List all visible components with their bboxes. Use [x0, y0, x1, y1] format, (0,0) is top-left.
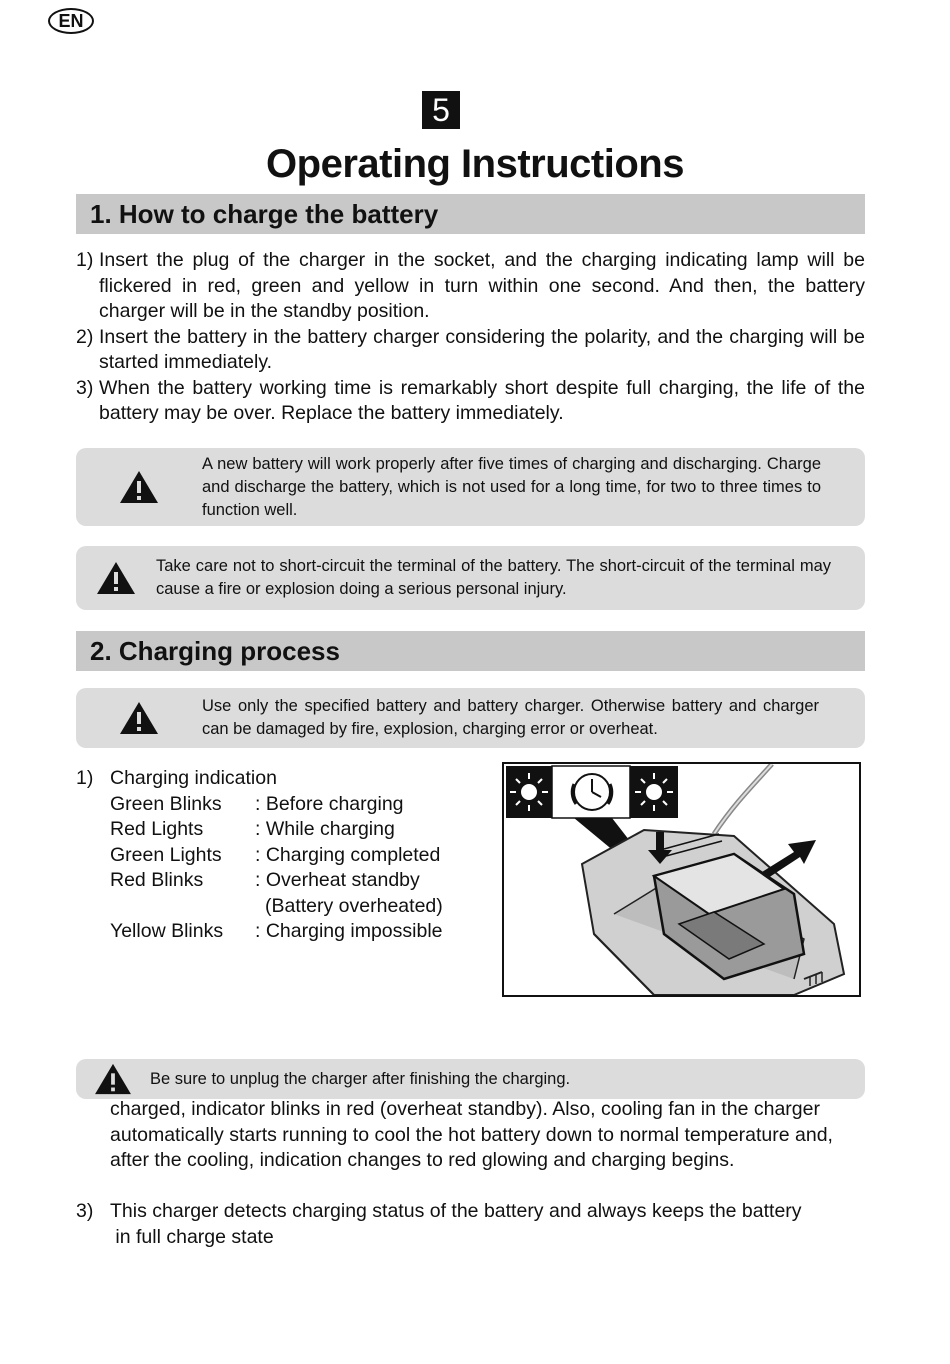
charging-indication-list	[76, 766, 443, 945]
page-title: Operating Instructions	[266, 142, 684, 186]
list-number: 3)	[76, 1200, 94, 1222]
indication-row	[76, 792, 443, 818]
note-text: Use only the specified battery and battery charger. Otherwise battery and charger can be damaged by fire, explosion, charging error or overheat.	[202, 697, 819, 738]
list-item-full-charge	[76, 1199, 866, 1250]
indication-value: (Battery overheated)	[265, 894, 443, 917]
indication-label: Red Lights	[110, 818, 204, 840]
indication-value: : Before charging	[255, 792, 404, 815]
note-text: A new battery will work properly after five times of charging and discharging. Charge and discharge the battery, which is not used for a long time, for two to three times to function well.	[202, 454, 821, 519]
text-line: in full charge state	[110, 1225, 274, 1248]
indication-value: : Charging impossible	[255, 920, 443, 942]
list-number: 1)	[76, 249, 94, 271]
indication-row	[76, 894, 443, 920]
text-line: after the cooling, indication changes to red glowing and charging begins.	[110, 1149, 735, 1171]
indication-label: Green Lights	[110, 843, 222, 866]
indication-label: Green Blinks	[110, 792, 222, 815]
overheat-explanation	[110, 1097, 870, 1174]
list-number: 2)	[76, 325, 94, 348]
indication-label: Yellow Blinks	[110, 920, 224, 942]
warning-icon	[76, 560, 156, 596]
note-text: Take care not to short-circuit the terminal of the battery. The short-circuit of the terminal may cause a fire or explosion doing a serious personal injury.	[156, 557, 831, 598]
charge-steps-list	[76, 248, 865, 427]
indication-row	[76, 843, 443, 869]
text-line: This charger detects charging status of the battery and always keeps the battery	[110, 1200, 802, 1222]
indication-label: Red Blinks	[110, 869, 204, 891]
section-heading-charging-process: 2. Charging process	[76, 631, 865, 671]
indication-label	[110, 894, 255, 920]
caution-note-specified-charger	[76, 688, 865, 748]
indication-title: Charging indication	[110, 767, 277, 789]
list-text: Insert the plug of the charger in the socket, and the charging indicating lamp will be flickered in red, green and yellow in turn within one second. And then, the battery charger will be in the standby position.	[99, 249, 865, 322]
list-item	[76, 325, 865, 376]
list-number: 1)	[76, 767, 94, 789]
language-badge: EN	[48, 8, 94, 34]
warning-icon	[76, 1062, 150, 1096]
section-heading-how-to-charge: 1. How to charge the battery	[76, 194, 865, 234]
indication-value: : While charging	[255, 818, 395, 840]
list-text: Insert the battery in the battery charger considering the polarity, and the charging will be started immediately.	[99, 325, 865, 373]
text-line: charged, indicator blinks in red (overheat standby). Also, cooling fan in the charger	[110, 1098, 820, 1120]
list-number: 3)	[76, 376, 94, 399]
warning-icon	[76, 700, 202, 736]
list-item	[76, 376, 865, 427]
caution-note-unplug	[76, 1059, 865, 1099]
charger-illustration	[502, 762, 861, 997]
remove-arrow-icon	[762, 840, 816, 878]
indication-value: : Charging completed	[255, 843, 441, 866]
warning-icon	[76, 469, 202, 505]
indication-row	[76, 868, 443, 894]
list-text: When the battery working time is remarkably short despite full charging, the life of the battery may be over. Replace the battery immediately.	[99, 376, 865, 424]
note-text: Be sure to unplug the charger after finishing the charging.	[150, 1069, 571, 1088]
indication-row	[76, 919, 443, 945]
indicator-panel	[506, 766, 678, 818]
indication-row	[76, 817, 443, 843]
warning-note-short-circuit	[76, 546, 865, 610]
chapter-number: 5	[422, 91, 460, 129]
caution-note-new-battery	[76, 448, 865, 526]
text-line: automatically starts running to cool the hot battery down to normal temperature and,	[110, 1123, 833, 1146]
indication-value: : Overheat standby	[255, 869, 420, 891]
list-item	[76, 248, 865, 325]
